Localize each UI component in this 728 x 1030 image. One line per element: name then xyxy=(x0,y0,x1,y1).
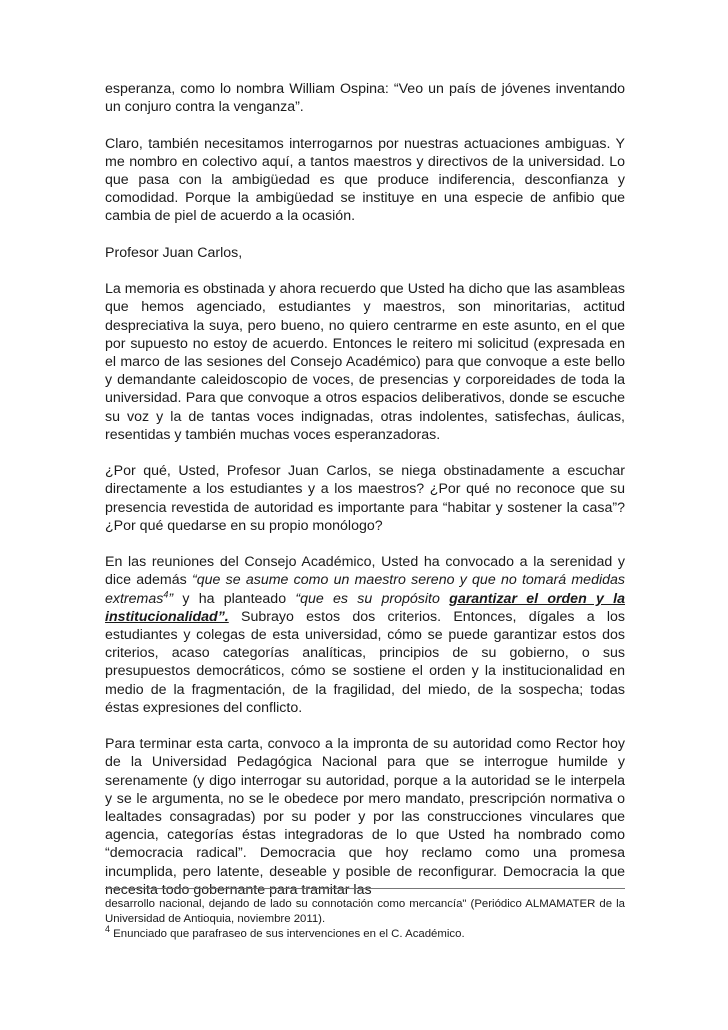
footnote-4-mark: 4 xyxy=(105,924,111,935)
salutation: Profesor Juan Carlos, xyxy=(105,244,243,261)
paragraph-6-text-a: En las reuniones del Consejo Académico, Usted ha convocado a la serenidad y dice además xyxy=(105,554,625,589)
footnote-4 xyxy=(105,924,625,942)
quote-serenity-text: “que se asume como un maestro sereno y que no tomará medidas extremas xyxy=(105,572,625,607)
paragraph-7: Para terminar esta carta, convoco a la impronta de su autoridad como Rector hoy de la Universidad Pedagógica Nacional para que se interrogue humilde y serenamente (y digo interrogar su autoridad, porque a la autoridad se le interpela y se le argumenta, no se le obedece por mero mandato, prescripción normativa o lealtades consagradas) por su poder y por las construcciones vinculares que agencia, categorías éstas integradoras de lo que Usted ha nombrado como “democracia radical”. Democracia que hoy reclamo como una promesa incumplida, pero latente, deseable y posible de reconfigurar. Democracia la que necesita todo gobernante para tramitar las xyxy=(105,736,625,898)
paragraph-2: Claro, también necesitamos interrogarnos por nuestras actuaciones ambiguas. Y me nombro en colectivo aquí, a tantos maestros y directivos de la universidad. Lo que pasa con la ambigüedad es que produce indiferencia, desconfianza y comodidad. Porque la ambigüedad se instituye en una especie de anfibio que cambia de piel de acuerdo a la ocasión. xyxy=(105,135,625,225)
paragraph-1: esperanza, como lo nombra William Ospina: “Veo un país de jóvenes inventando un conjuro contra la venganza”. xyxy=(105,81,625,116)
paragraph-4: La memoria es obstinada y ahora recuerdo que Usted ha dicho que las asambleas que hemos agenciado, estudiantes y maestros, son minoritarias, actitud despreciativa la suya, pero bueno, no quiero centrarme en este asunto, en el que por supuesto no estoy de acuerdo. Entonces le reitero mi solicitud (expresada en el marco de las sesiones del Consejo Académico) para que convoque a este bello y demandante caleidoscopio de voces, de presencias y corporeidades de toda la universidad. Para que convoque a otros espacios deliberativos, donde se escuche su voz y la de tantas voces indignadas, otras indolentes, satisfechas, áulicas, resentidas y también muchas voces esperanzadoras. xyxy=(105,281,625,443)
quote-purpose-emphasis: garantizar el orden y la institucionalidad”. xyxy=(105,590,625,625)
paragraph-5: ¿Por qué, Usted, Profesor Juan Carlos, se niega obstinadamente a escuchar directamente a los estudiantes y a los maestros? ¿Por qué no reconoce que su presencia revestida de autoridad es importante para “habitar y sostener la casa”? ¿Por qué quedarse en su propio monólogo? xyxy=(105,463,625,534)
quote-serenity-close: ” xyxy=(168,590,174,607)
letter-body xyxy=(105,80,625,917)
paragraph-6-text-b: y ha planteado xyxy=(173,590,296,607)
quote-purpose-text: “que es su propósito xyxy=(295,590,450,607)
paragraph-6-text-c: Subrayo estos dos criterios. Entonces, dígales a los estudiantes y colegas de esta universidad, cómo se puede garantizar estos dos criterios, acaso categorías analíticas, principios de su gobierno, o sus presupuestos democráticos, cómo se sostiene el orden y la institucionalidad en medio de la fragmentación, de la fragilidad, del miedo, de la sospecha; todas éstas expresiones del conflicto. xyxy=(105,608,625,716)
footnotes-area xyxy=(105,897,625,942)
footnote-divider xyxy=(105,888,625,889)
footnote-continuation: desarrollo nacional, dejando de lado su connotación como mercancía" (Periódico ALMAMATER de la Universidad de Antioquia, noviembre 2011). xyxy=(105,898,625,925)
paragraph-6 xyxy=(105,553,625,717)
footnote-ref-4[interactable]: 4 xyxy=(163,588,169,599)
footnote-4-text: Enunciado que parafraseo de sus intervenciones en el C. Académico. xyxy=(110,928,465,940)
